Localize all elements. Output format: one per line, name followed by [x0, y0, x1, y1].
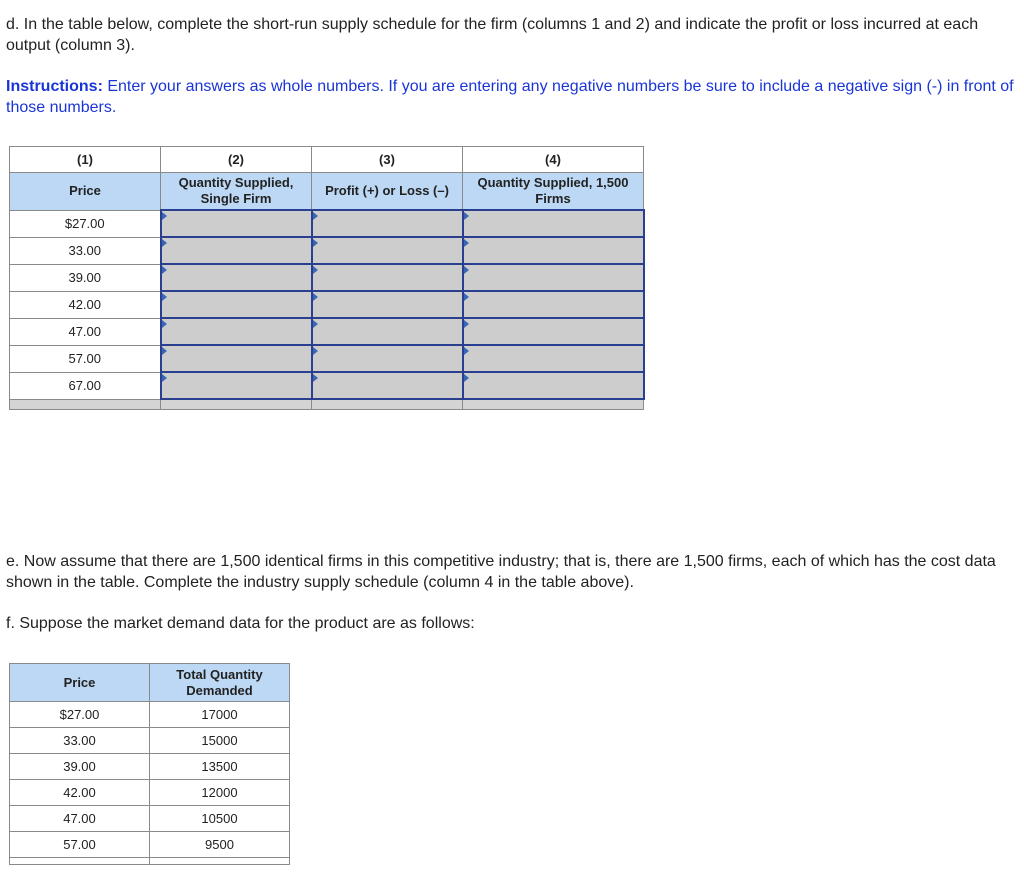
column-number-row [10, 147, 644, 173]
instructions-text [6, 76, 1016, 118]
profit-loss-input[interactable] [313, 319, 462, 344]
table-row [10, 780, 290, 806]
answer-flag-icon [162, 347, 167, 355]
price-cell: 67.00 [10, 372, 161, 399]
header-price: Price [10, 173, 161, 211]
table-row [10, 210, 644, 237]
table-footer-row [10, 399, 644, 410]
qty-1500-firms-input-cell[interactable] [463, 318, 644, 345]
table-row [10, 832, 290, 858]
price-cell: 33.00 [10, 237, 161, 264]
instructions-label: Instructions: [6, 78, 103, 95]
qty-single-firm-input-cell[interactable] [161, 264, 312, 291]
qty-single-firm-input-cell[interactable] [161, 210, 312, 237]
profit-loss-input[interactable] [313, 346, 462, 371]
table-row [10, 728, 290, 754]
question-f-text: f. Suppose the market demand data for the product are as follows: [6, 615, 475, 632]
table-row [10, 345, 644, 372]
qty-1500-firms-input[interactable] [464, 292, 643, 317]
qty-1500-firms-input-cell[interactable] [463, 291, 644, 318]
price-cell: $27.00 [10, 702, 150, 728]
qty-1500-firms-input[interactable] [464, 238, 643, 263]
quantity-demanded-cell: 17000 [150, 702, 290, 728]
qty-single-firm-input-cell[interactable] [161, 372, 312, 399]
price-cell: 33.00 [10, 728, 150, 754]
price-cell: 39.00 [10, 264, 161, 291]
answer-flag-icon [464, 293, 469, 301]
qty-1500-firms-input-cell[interactable] [463, 345, 644, 372]
profit-loss-input[interactable] [313, 238, 462, 263]
profit-loss-input-cell[interactable] [312, 318, 463, 345]
quantity-demanded-cell: 9500 [150, 832, 290, 858]
header-qty-1500-firms: Quantity Supplied, 1,500 Firms [463, 173, 644, 211]
qty-single-firm-input[interactable] [162, 238, 311, 263]
qty-1500-firms-input[interactable] [464, 265, 643, 290]
profit-loss-input-cell[interactable] [312, 291, 463, 318]
qty-single-firm-input[interactable] [162, 292, 311, 317]
quantity-demanded-cell: 12000 [150, 780, 290, 806]
answer-flag-icon [464, 374, 469, 382]
table-row [10, 702, 290, 728]
qty-single-firm-input[interactable] [162, 319, 311, 344]
qty-1500-firms-input[interactable] [464, 319, 643, 344]
table-row [10, 318, 644, 345]
price-cell: 57.00 [10, 832, 150, 858]
answer-flag-icon [313, 239, 318, 247]
table-row [10, 754, 290, 780]
question-d-text: d. In the table below, complete the short-run supply schedule for the firm (columns 1 and 2) and indicate the profit or loss incurred at each output (column 3). [6, 16, 979, 54]
profit-loss-input[interactable] [313, 265, 462, 290]
profit-loss-input-cell[interactable] [312, 264, 463, 291]
answer-flag-icon [162, 374, 167, 382]
price-cell: 42.00 [10, 780, 150, 806]
qty-single-firm-input-cell[interactable] [161, 291, 312, 318]
qty-single-firm-input[interactable] [162, 211, 311, 236]
qty-single-firm-input-cell[interactable] [161, 237, 312, 264]
profit-loss-input-cell[interactable] [312, 210, 463, 237]
price-cell: 57.00 [10, 345, 161, 372]
answer-flag-icon [464, 239, 469, 247]
supply-schedule-table [9, 146, 645, 410]
header-total-quantity-demanded: Total Quantity Demanded [150, 664, 290, 702]
header-profit-loss: Profit (+) or Loss (–) [312, 173, 463, 211]
quantity-demanded-cell: 13500 [150, 754, 290, 780]
answer-flag-icon [464, 347, 469, 355]
qty-1500-firms-input[interactable] [464, 346, 643, 371]
table-row [10, 237, 644, 264]
qty-single-firm-input[interactable] [162, 265, 311, 290]
qty-1500-firms-input-cell[interactable] [463, 372, 644, 399]
qty-1500-firms-input-cell[interactable] [463, 210, 644, 237]
header-row [10, 173, 644, 211]
answer-flag-icon [464, 266, 469, 274]
table-row [10, 372, 644, 399]
answer-flag-icon [313, 293, 318, 301]
answer-flag-icon [162, 212, 167, 220]
profit-loss-input[interactable] [313, 373, 462, 398]
column-number: (3) [312, 147, 463, 173]
answer-flag-icon [162, 320, 167, 328]
price-cell: 47.00 [10, 806, 150, 832]
answer-flag-icon [464, 212, 469, 220]
price-cell: 39.00 [10, 754, 150, 780]
price-cell: $27.00 [10, 210, 161, 237]
answer-flag-icon [313, 347, 318, 355]
answer-flag-icon [162, 266, 167, 274]
qty-single-firm-input-cell[interactable] [161, 345, 312, 372]
table-row [10, 291, 644, 318]
header-row [10, 664, 290, 702]
profit-loss-input[interactable] [313, 211, 462, 236]
qty-1500-firms-input[interactable] [464, 211, 643, 236]
profit-loss-input[interactable] [313, 292, 462, 317]
answer-flag-icon [313, 266, 318, 274]
quantity-demanded-cell: 15000 [150, 728, 290, 754]
answer-flag-icon [162, 293, 167, 301]
qty-1500-firms-input-cell[interactable] [463, 264, 644, 291]
market-demand-table [9, 663, 290, 865]
column-number: (2) [161, 147, 312, 173]
profit-loss-input-cell[interactable] [312, 345, 463, 372]
price-cell: 47.00 [10, 318, 161, 345]
table-row [10, 264, 644, 291]
qty-single-firm-input[interactable] [162, 373, 311, 398]
profit-loss-input-cell[interactable] [312, 237, 463, 264]
answer-flag-icon [313, 374, 318, 382]
instructions-body: Enter your answers as whole numbers. If you are entering any negative numbers be sure to include a negative sign (-) in front of those numbers. [6, 78, 1014, 116]
qty-1500-firms-input[interactable] [464, 373, 643, 398]
question-e-text: e. Now assume that there are 1,500 identical firms in this competitive industry; that is, there are 1,500 firms, each of which has the cost data shown in the table. Complete the industry supply schedule (column 4 in the table above). [6, 553, 996, 591]
table-row [10, 806, 290, 832]
price-cell: 42.00 [10, 291, 161, 318]
column-number: (1) [10, 147, 161, 173]
answer-flag-icon [313, 212, 318, 220]
profit-loss-input-cell[interactable] [312, 372, 463, 399]
answer-flag-icon [464, 320, 469, 328]
qty-1500-firms-input-cell[interactable] [463, 237, 644, 264]
column-number: (4) [463, 147, 644, 173]
answer-flag-icon [162, 239, 167, 247]
quantity-demanded-cell: 10500 [150, 806, 290, 832]
qty-single-firm-input[interactable] [162, 346, 311, 371]
table-footer-row [10, 858, 290, 865]
header-price: Price [10, 664, 150, 702]
header-qty-single-firm: Quantity Supplied, Single Firm [161, 173, 312, 211]
qty-single-firm-input-cell[interactable] [161, 318, 312, 345]
answer-flag-icon [313, 320, 318, 328]
